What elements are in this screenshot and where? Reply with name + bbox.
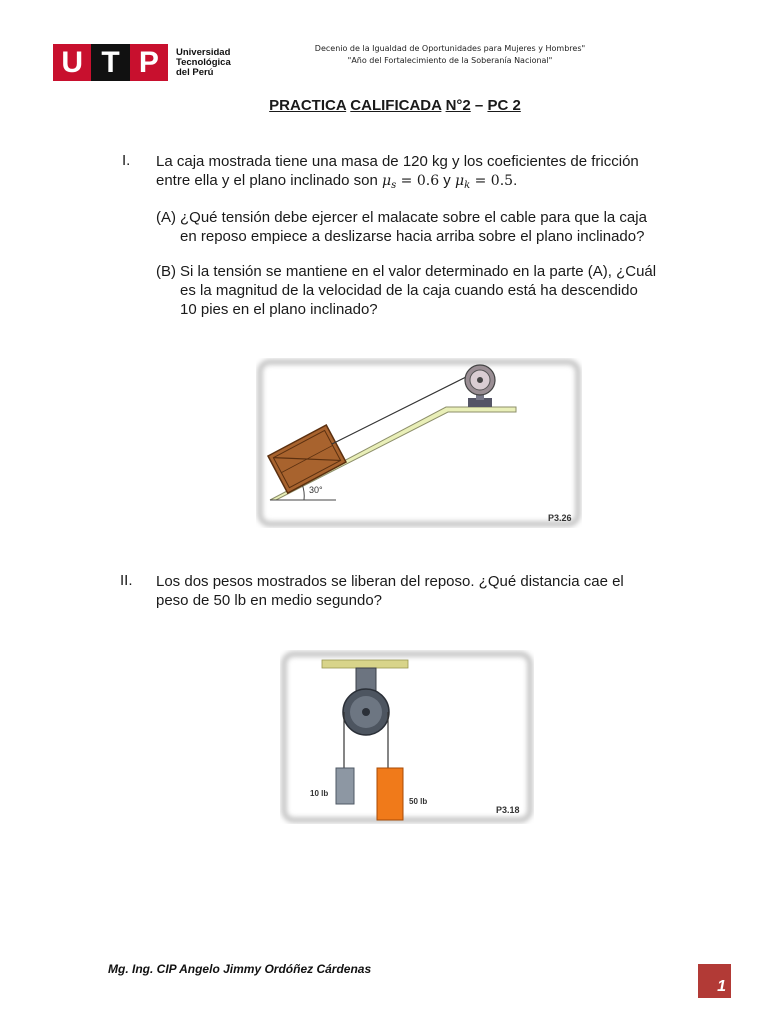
title-part: PC 2	[487, 97, 521, 114]
header-decree	[270, 43, 630, 67]
winch-hub	[477, 377, 483, 383]
part-b-line: 10 pies en el plano inclinado?	[180, 301, 378, 318]
page-number-box	[698, 964, 731, 998]
decree-line-2: "Año del Fortalecimiento de la Soberanía Nacional"	[347, 56, 553, 65]
mu-sub: k	[464, 180, 471, 191]
mu-glyph: μ	[454, 173, 465, 189]
title-part: N°2	[445, 97, 471, 114]
angle-label: 30°	[309, 485, 323, 495]
question-number: I.	[122, 152, 131, 169]
page-title	[0, 97, 768, 114]
mu-s-symbol	[382, 173, 439, 189]
logo-text-line: del Perú	[176, 66, 214, 78]
part-a-line: ¿Qué tensión debe ejercer el malacate sobre el cable para que la caja	[180, 209, 647, 226]
logo-text	[176, 48, 231, 78]
incline-figure	[256, 358, 582, 528]
title-part: CALIFICADA	[350, 97, 442, 114]
label-10lb: 10 lb	[310, 789, 329, 798]
q1-line	[156, 171, 658, 195]
part-b-text	[180, 262, 658, 319]
label-50lb: 50 lb	[409, 797, 428, 806]
q1-text: entre ella y el plano inclinado son	[156, 172, 382, 189]
utp-logo	[53, 44, 231, 81]
q1-line: La caja mostrada tiene una masa de 120 kg y los coeficientes de fricción	[156, 153, 639, 170]
mu-value: = 0.6	[396, 173, 440, 189]
question-number: II.	[120, 572, 133, 589]
decree-line-1: Decenio de la Igualdad de Oportunidades para Mujeres y Hombres"	[314, 44, 586, 53]
part-a-line: en reposo empiece a deslizarse hacia arriba sobre el plano inclinado?	[180, 228, 645, 245]
part-a-label: (A)	[156, 209, 176, 226]
title-part: PRACTICA	[269, 97, 347, 114]
weight-50lb	[377, 768, 403, 820]
part-b-line: Si la tensión se mantiene en el valor determinado en la parte (A), ¿Cuál	[180, 263, 657, 280]
logo-text-line: Universidad	[176, 46, 231, 58]
logo-letter-t: T	[91, 44, 129, 81]
mu-k-symbol	[455, 173, 513, 189]
figure-tag: P3.26	[548, 513, 572, 523]
logo-letter-p: P	[130, 44, 168, 81]
pulley-axle	[362, 708, 370, 716]
logo-letter-u: U	[53, 44, 91, 81]
page-number: 1	[717, 978, 726, 995]
question-2-text	[156, 572, 658, 610]
mu-sub: s	[391, 180, 397, 191]
mu-value: = 0.5	[470, 173, 514, 189]
q1-text: y	[439, 172, 455, 189]
pulley-figure	[280, 650, 534, 824]
q2-line: Los dos pesos mostrados se liberan del reposo. ¿Qué distancia cae el	[156, 573, 624, 590]
part-b-label: (B)	[156, 263, 176, 280]
q2-line: peso de 50 lb en medio segundo?	[156, 592, 383, 609]
part-b-line: es la magnitud de la velocidad de la caja cuando está ha descendido	[180, 282, 638, 299]
part-a-text	[180, 208, 658, 246]
logo-text-line: Tecnológica	[176, 56, 231, 68]
title-sep: –	[470, 97, 488, 114]
footer-author: Mg. Ing. CIP Angelo Jimmy Ordóñez Cárdenas	[108, 962, 372, 976]
question-1-intro	[156, 152, 658, 195]
weight-10lb	[336, 768, 354, 804]
q1-text: .	[513, 172, 518, 189]
ceiling	[322, 660, 408, 668]
figure-tag: P3.18	[496, 805, 520, 815]
mu-glyph: μ	[381, 173, 392, 189]
